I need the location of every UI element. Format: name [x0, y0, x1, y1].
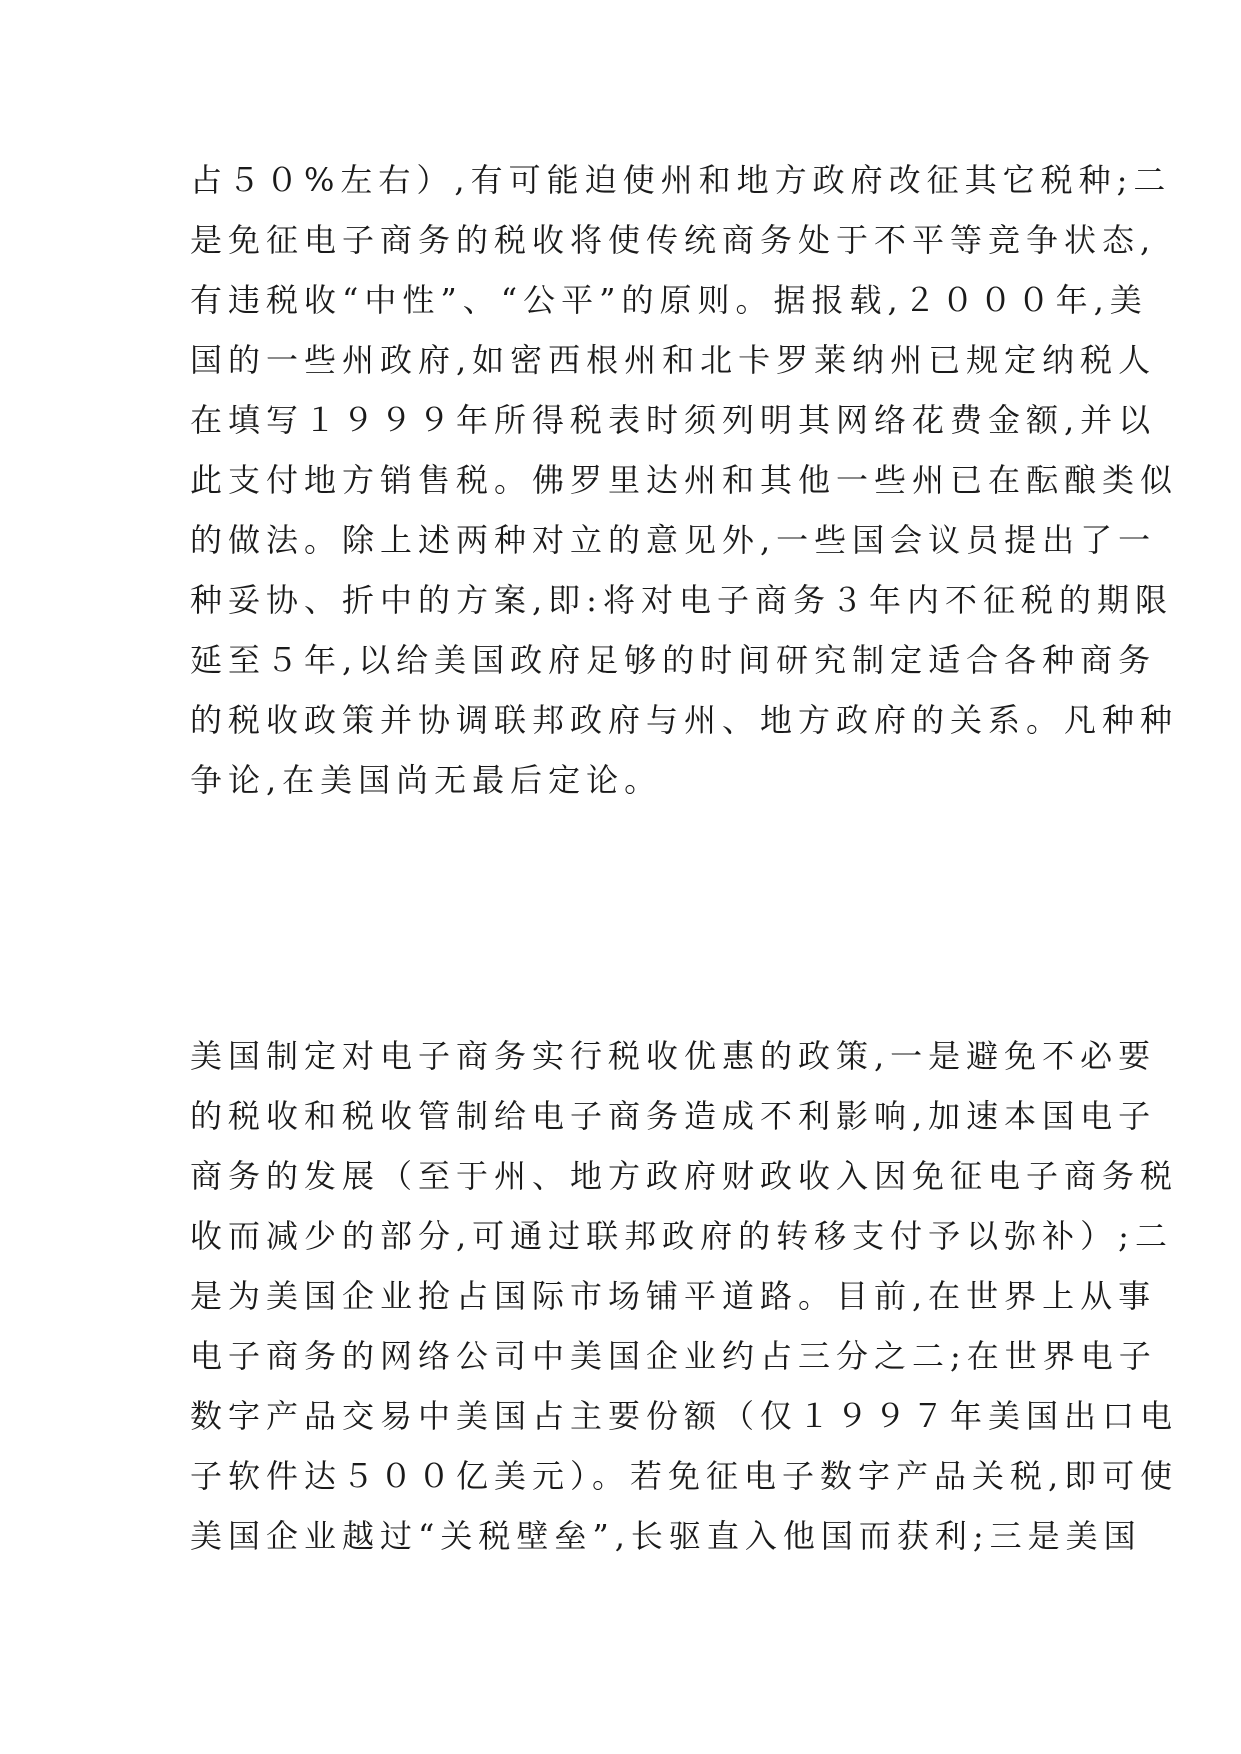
- text-line: 是免征电子商务的税收将使传统商务处于不平等竞争状态,: [190, 221, 1157, 259]
- text-line: 的做法。除上述两种对立的意见外,一些国会议员提出了一: [190, 521, 1157, 559]
- paragraph-tax-policy: [190, 1026, 1179, 1566]
- text-line: 此支付地方销售税。佛罗里达州和其他一些州已在酝酿类似: [190, 461, 1179, 499]
- text-line: 有违税收“中性”、“公平”的原则。据报载,２０００年,美: [190, 281, 1148, 319]
- text-line: 收而减少的部分,可通过联邦政府的转移支付予以弥补）;二: [190, 1217, 1173, 1255]
- text-line: 美国制定对电子商务实行税收优惠的政策,一是避免不必要: [190, 1037, 1157, 1075]
- text-line: 子软件达５００亿美元）。若免征电子数字产品关税,即可使: [190, 1457, 1179, 1495]
- text-line: 数字产品交易中美国占主要份额（仅１９９７年美国出口电: [190, 1397, 1179, 1435]
- text-line: 在填写１９９９年所得税表时须列明其网络花费金额,并以: [190, 401, 1157, 439]
- text-line: 的税收政策并协调联邦政府与州、地方政府的关系。凡种种: [190, 701, 1179, 739]
- text-line: 的税收和税收管制给电子商务造成不利影响,加速本国电子: [190, 1097, 1157, 1135]
- text-line: 美国企业越过“关税壁垒”,长驱直入他国而获利;三是美国: [190, 1517, 1142, 1555]
- text-line: 延至５年,以给美国政府足够的时间研究制定适合各种商务: [190, 641, 1157, 679]
- text-line: 商务的发展（至于州、地方政府财政收入因免征电子商务税: [190, 1157, 1179, 1195]
- text-line: 种妥协、折中的方案,即:将对电子商务３年内不征税的期限: [190, 581, 1173, 619]
- text-line: 是为美国企业抢占国际市场铺平道路。目前,在世界上从事: [190, 1277, 1157, 1315]
- text-line: 电子商务的网络公司中美国企业约占三分之二;在世界电子: [190, 1337, 1157, 1375]
- text-line: 占５０%左右）,有可能迫使州和地方政府改征其它税种;二: [190, 161, 1172, 199]
- text-line: 国的一些州政府,如密西根州和北卡罗莱纳州已规定纳税人: [190, 341, 1157, 379]
- text-line: 争论,在美国尚无最后定论。: [190, 761, 663, 799]
- paragraph-tax-debate: [190, 150, 1179, 810]
